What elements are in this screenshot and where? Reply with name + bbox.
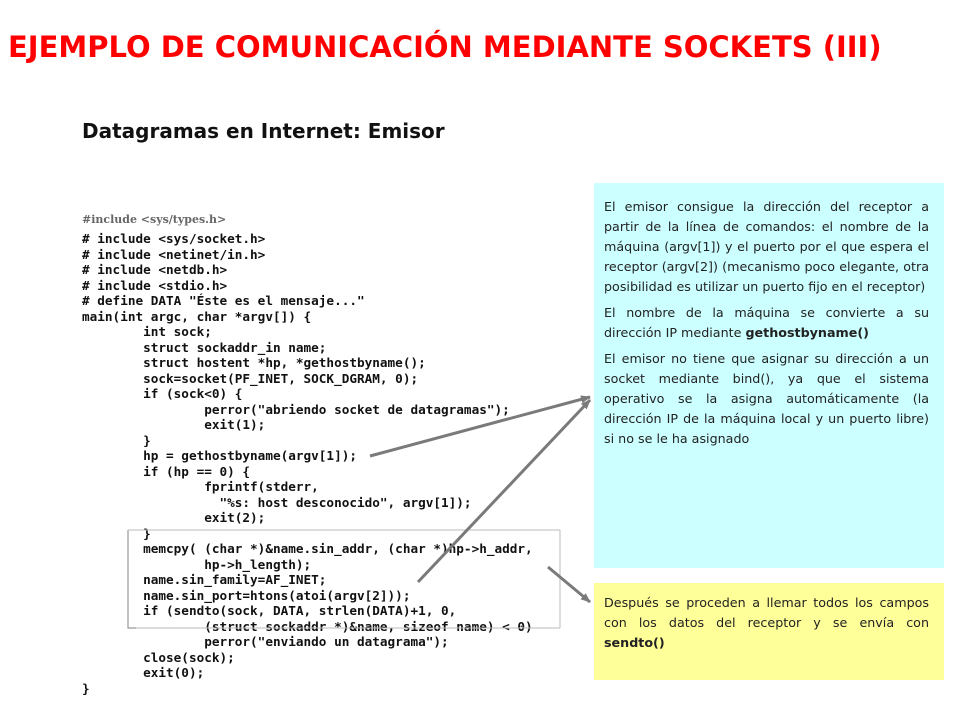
code-line: (struct sockaddr *)&name, sizeof name) < 0) bbox=[82, 618, 533, 634]
code-line: # include <stdio.h> bbox=[82, 277, 228, 293]
sendto-keyword: sendto() bbox=[604, 635, 665, 650]
code-line: exit(0); bbox=[82, 665, 205, 680]
code-line: exit(1); bbox=[82, 417, 266, 432]
code-line: # include <sys/socket.h> bbox=[82, 231, 266, 246]
code-line: # include <netinet/in.h> bbox=[82, 246, 266, 262]
arrow-gethostbyname bbox=[370, 397, 590, 456]
code-line: hp = gethostbyname(argv[1]); bbox=[82, 448, 357, 463]
explanation-paragraph-1: El emisor consigue la dirección del receptor a partir de la línea de comandos: el nombre de la máquina (argv[1]) y el puerto por el que espera el receptor (argv[2]) (mecanismo poco elegante, otra posibilidad es utilizar un puerto fijo en el receptor) bbox=[604, 199, 929, 294]
explanation-paragraph-3: El emisor no tiene que asignar su dirección a un socket mediante bind(), ya que el sistema operativo se la asigna automáticamente (la dirección IP de la máquina local y un puerto libre) si no se le ha asignado bbox=[604, 351, 929, 446]
code-line: int sock; bbox=[82, 324, 212, 339]
code-first-line: #include <sys/types.h> bbox=[82, 213, 227, 226]
slide-title: EJEMPLO DE COMUNICACIÓN MEDIANTE SOCKETS (III) bbox=[8, 30, 882, 64]
code-line: perror("enviando un datagrama"); bbox=[82, 634, 449, 649]
code-line: exit(2); bbox=[82, 510, 266, 525]
code-line: name.sin_port=htons(atoi(argv[2])); bbox=[82, 587, 411, 603]
code-line: perror("abriendo socket de datagramas"); bbox=[82, 401, 510, 417]
code-line: if (hp == 0) { bbox=[82, 463, 251, 479]
code-line: close(sock); bbox=[82, 649, 235, 665]
code-line: name.sin_family=AF_INET; bbox=[82, 572, 327, 587]
code-line: if (sock<0) { bbox=[82, 386, 243, 401]
code-line: # include <netdb.h> bbox=[82, 262, 228, 277]
explanation-yellow-text: Después se proceden a llemar todos los campos con los datos del receptor y se envía con bbox=[604, 595, 929, 630]
arrow-sendto bbox=[548, 567, 590, 602]
arrow-argv2 bbox=[418, 400, 590, 582]
explanation-paragraph-2-text: El nombre de la máquina se convierte a su dirección IP mediante bbox=[604, 305, 929, 340]
code-line: } bbox=[82, 525, 151, 541]
code-line: sock=socket(PF_INET, SOCK_DGRAM, 0); bbox=[82, 370, 419, 386]
code-line: fprintf(stderr, bbox=[82, 479, 319, 494]
code-line: } bbox=[82, 680, 90, 696]
code-line: # define DATA "Éste es el mensaje..." bbox=[82, 293, 365, 308]
code-line: memcpy( (char *)&name.sin_addr, (char *)hp->h_addr, bbox=[82, 541, 533, 556]
code-line: "%s: host desconocido", argv[1]); bbox=[82, 494, 472, 510]
code-line: struct hostent *hp, *gethostbyname(); bbox=[82, 355, 426, 370]
gethostbyname-keyword: gethostbyname() bbox=[745, 325, 869, 340]
code-line: struct sockaddr_in name; bbox=[82, 339, 327, 355]
code-line: if (sendto(sock, DATA, strlen(DATA)+1, 0, bbox=[82, 603, 457, 618]
slide-subtitle: Datagramas en Internet: Emisor bbox=[82, 119, 445, 143]
code-line: main(int argc, char *argv[]) { bbox=[82, 308, 312, 324]
code-line: hp->h_length); bbox=[82, 556, 312, 572]
code-line: } bbox=[82, 432, 151, 448]
